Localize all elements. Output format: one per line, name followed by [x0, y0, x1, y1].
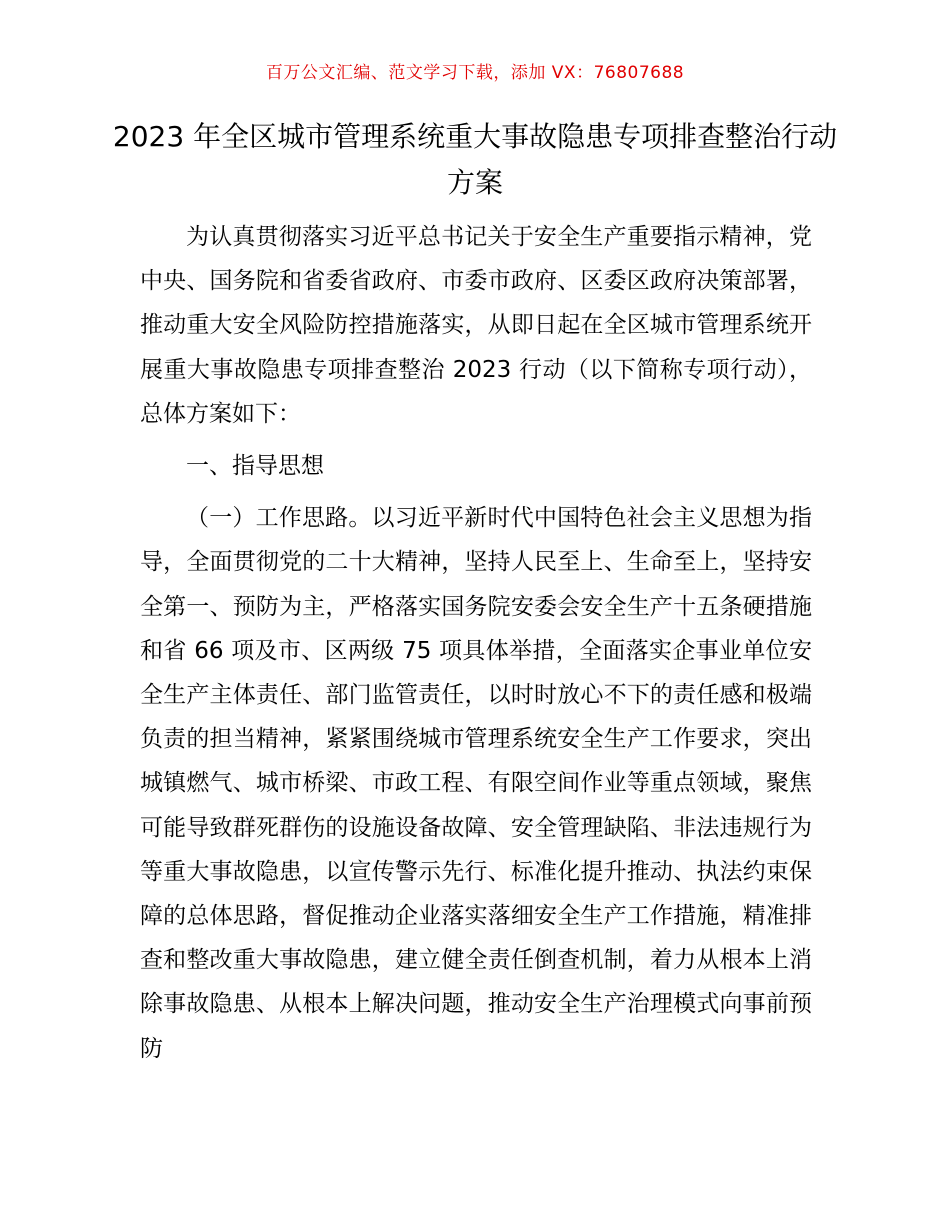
promo-header: 百万公文汇编、范文学习下载，添加 VX：76807688 [265, 63, 685, 83]
work-approach-paragraph: （一）工作思路。以习近平新时代中国特色社会主义思想为指导，全面贯彻党的二十大精神，坚持人民至上、生命至上，坚持安全第一、预防为主，严格落实国务院安委会安全生产十五条硬措施和省 66 项及市、区两级 75 项具体举措，全面落实企事业单位安全生产主体责任、部门监管责任，以时时放心不下的责任感和极端负责的担当精神，紧紧围绕城市管理系统安全生产工作要求，突出城镇燃气、城市桥梁、市政工程、有限空间作业等重点领域，聚焦可能导致群死群伤的设施设备故障、安全管理缺陷、非法违规行为等重大事故隐患，以宣传警示先行、标准化提升推动、执法约束保障的总体思路，督促推动企业落实落细安全生产工作措施，精准排查和整改重大事故隐患，建立健全责任倒查机制，着力从根本上消除事故隐患、从根本上解决问题，推动安全生产治理模式向事前预防 [140, 505, 812, 1062]
document-title: 2023 年全区城市管理系统重大事故隐患专项排查整治行动方案 [112, 120, 838, 199]
document-body [140, 215, 812, 1071]
intro-paragraph: 为认真贯彻落实习近平总书记关于安全生产重要指示精神，党中央、国务院和省委省政府、市委市政府、区委区政府决策部署，推动重大安全风险防控措施落实，从即日起在全区城市管理系统开展重大事故隐患专项排查整治 2023 行动（以下简称专项行动），总体方案如下： [140, 224, 812, 427]
section-heading-guiding-ideology: 一、指导思想 [186, 453, 324, 480]
